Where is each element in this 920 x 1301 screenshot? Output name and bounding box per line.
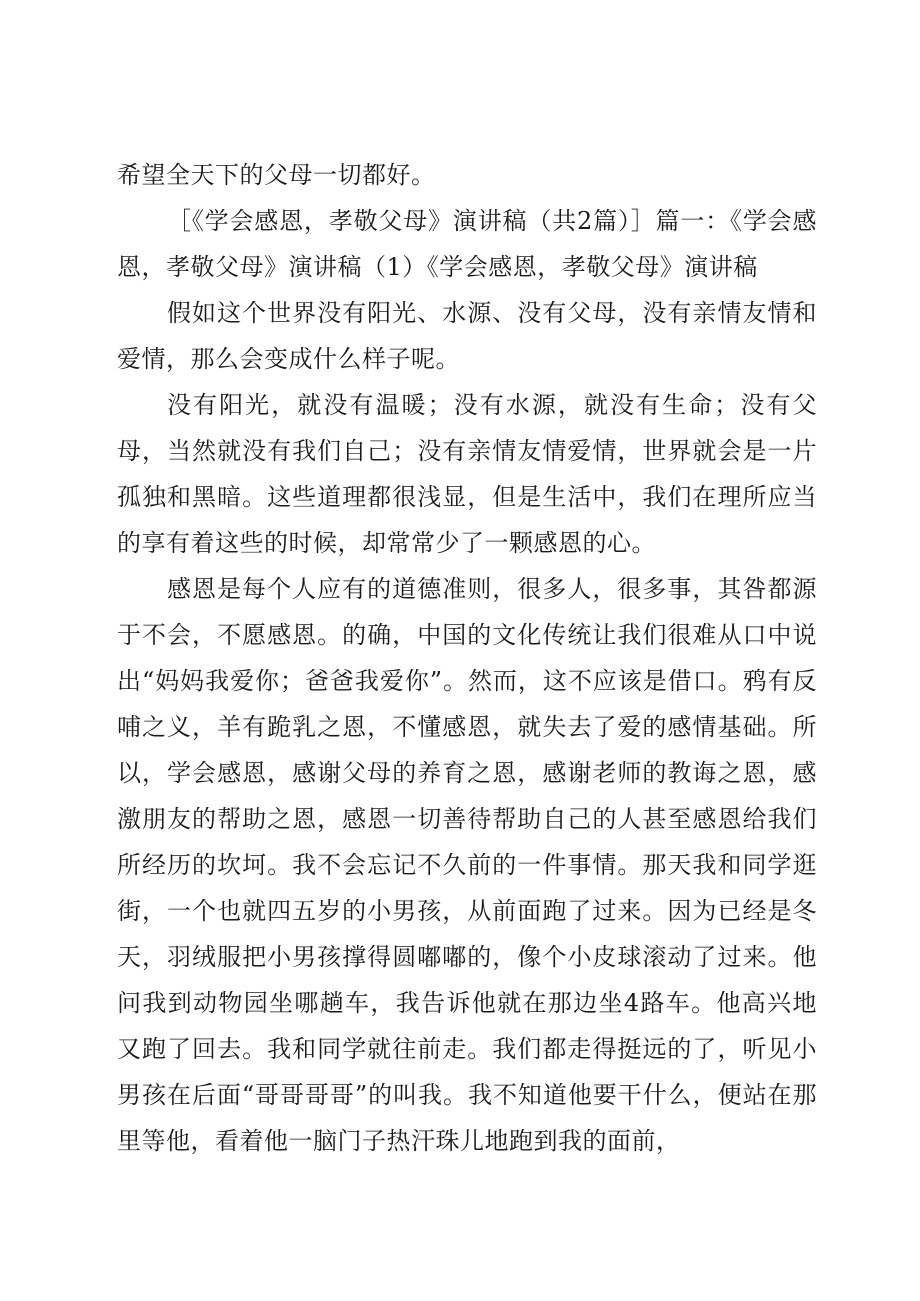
paragraph-gratitude-story: 感恩是每个人应有的道德准则，很多人，很多事，其咎都源于不会，不愿感恩。的确，中国的文化传统让我们很难从口中说出“妈妈我爱你；爸爸我爱你”。然而，这不应该是借口。鸦有反哺之义，羊有跪乳之恩，不懂感恩，就失去了爱的感情基础。所以，学会感恩，感谢父母的养育之恩，感谢老师的教诲之恩，感激朋友的帮助之恩，感恩一切善待帮助自己的人甚至感恩给我们所经历的坎坷。我不会忘记不久前的一件事情。那天我和同学逛街，一个也就四五岁的小男孩，从前面跑了过来。因为已经是冬天，羽绒服把小男孩撑得圆嘟嘟的，像个小皮球滚动了过来。他问我到动物园坐哪趟车，我告诉他就在那边坐4路车。他高兴地又跑了回去。我和同学就往前走。我们都走得挺远的了，听见小男孩在后面“哥哥哥哥”的叫我。我不知道他要干什么，便站在那里等他，看着他一脑门子热汗珠儿地跑到我的面前， [117,575,817,1155]
paragraph-closing-line: 希望全天下的父母一切都好。 [117,161,436,189]
document-body [117,152,817,1164]
paragraph-no-sunlight: 没有阳光，就没有温暖；没有水源，就没有生命；没有父母，当然就没有我们自己；没有亲情友情爱情，世界就会是一片孤独和黑暗。这些道理都很浅显，但是生活中，我们在理所应当的享有着这些的时候，却常常少了一颗感恩的心。 [117,391,817,557]
paragraph-title: ［《学会感恩，孝敬父母》演讲稿（共2篇）］篇一：《学会感恩，孝敬父母》演讲稿（1）《学会感恩，孝敬父母》演讲稿 [117,207,817,281]
paragraph-intro: 假如这个世界没有阳光、水源、没有父母，没有亲情友情和爱情，那么会变成什么样子呢。 [117,299,817,373]
